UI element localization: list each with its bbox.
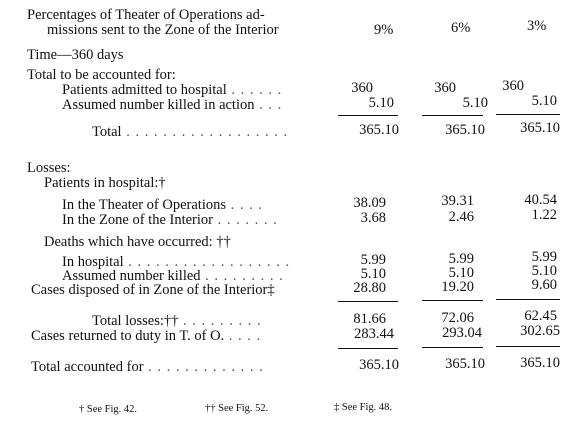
leader-dots: . . . . . . . . . (178, 313, 262, 329)
pct-col-2: 6% (451, 20, 471, 36)
row-total-losses (92, 313, 262, 329)
value-cell: 62.45 (524, 308, 557, 324)
value-cell: 40.54 (524, 192, 557, 208)
value-cell: 38.09 (353, 195, 386, 211)
deaths-heading: Deaths which have occurred: †† (44, 234, 231, 250)
sum-rule (422, 300, 483, 301)
row-label: Cases disposed of in Zone of the Interior‡ (31, 282, 275, 298)
value-cell: 360 (351, 80, 373, 96)
value-cell: 365.10 (359, 122, 399, 138)
value-cell: 28.80 (353, 280, 386, 296)
row-label: Total losses:†† (92, 313, 179, 329)
value-cell: 3.68 (360, 210, 386, 226)
row-label: In hospital (62, 254, 124, 270)
leader-dots: . . . (254, 97, 283, 113)
leader-dots: . . . . (224, 328, 262, 344)
leader-dots: . . . . (226, 197, 264, 213)
value-cell: 39.31 (441, 193, 474, 209)
pct-col-1: 9% (374, 22, 394, 38)
time-label: Time—360 days (27, 47, 124, 63)
sum-rule (338, 115, 398, 116)
value-cell: 5.10 (448, 265, 474, 281)
value-cell: 365.10 (445, 122, 485, 138)
row-label: In the Theater of Operations (62, 197, 227, 213)
value-cell: 365.10 (359, 357, 399, 373)
value-cell: 19.20 (441, 279, 474, 295)
footnote-2: †† See Fig. 52. (205, 403, 269, 414)
total-heading: Total to be accounted for: (27, 67, 176, 83)
row-disposed (31, 282, 275, 298)
value-cell: 283.44 (354, 326, 394, 342)
row-killed-in-action (62, 97, 282, 113)
value-cell: 5.99 (531, 249, 557, 265)
row-label: In the Zone of the Interior (62, 212, 213, 228)
losses-heading: Losses: (27, 160, 71, 176)
footnote-3: ‡ See Fig. 48. (334, 402, 393, 413)
value-cell: 5.99 (448, 251, 474, 267)
row-patients-admitted (62, 82, 282, 98)
value-cell: 293.04 (442, 325, 482, 341)
leader-dots: . . . . . . . . . . . . . (143, 359, 264, 375)
value-cell: 5.10 (531, 263, 557, 279)
value-cell: 365.10 (520, 120, 560, 136)
footnote-1: † See Fig. 42. (79, 404, 138, 415)
value-cell: 81.66 (353, 311, 386, 327)
value-cell: 9.60 (531, 277, 557, 293)
leader-dots: . . . . . . . . . . . . . . . . . . (123, 254, 291, 270)
row-label: Cases returned to duty in T. of O. (31, 328, 225, 344)
sum-rule (338, 301, 398, 302)
sum-rule (338, 348, 398, 349)
leader-dots: . . . . . . (226, 82, 283, 98)
row-label: Total (92, 124, 122, 140)
row-label: Total accounted for (31, 359, 144, 375)
sum-rule (496, 114, 560, 115)
row-total (92, 124, 288, 140)
value-cell: 72.06 (441, 310, 474, 326)
leader-dots: . . . . . . . . . . . . . . . . . . (121, 124, 289, 140)
patients-heading: Patients in hospital:† (44, 175, 166, 191)
leader-dots: . . . . . . . . . (200, 268, 284, 284)
row-label: Assumed number killed in action (62, 97, 255, 113)
row-label: Assumed number killed (62, 268, 201, 284)
row-theater (62, 197, 263, 213)
sum-rule (496, 299, 560, 300)
row-returned (31, 328, 261, 344)
sum-rule (422, 115, 483, 116)
leader-dots: . . . . . . . (212, 212, 278, 228)
header-line-2: missions sent to the Zone of the Interior (47, 22, 279, 38)
value-cell: 302.65 (520, 323, 560, 339)
value-cell: 5.10 (368, 95, 394, 111)
value-cell: 365.10 (445, 356, 485, 372)
value-cell: 5.10 (462, 95, 488, 111)
value-cell: 5.99 (360, 252, 386, 268)
value-cell: 365.10 (520, 355, 560, 371)
sum-rule (422, 347, 483, 348)
value-cell: 360 (502, 78, 524, 94)
pct-col-3: 3% (527, 18, 547, 34)
value-cell: 5.10 (531, 93, 557, 109)
header-line-1: Percentages of Theater of Operations ad- (27, 7, 265, 23)
value-cell: 2.46 (448, 209, 474, 225)
value-cell: 5.10 (360, 266, 386, 282)
value-cell: 360 (434, 80, 456, 96)
row-label: Patients admitted to hospital (62, 82, 227, 98)
sum-rule (496, 346, 560, 347)
row-grand-total (31, 359, 264, 375)
row-zone (62, 212, 278, 228)
value-cell: 1.22 (531, 207, 557, 223)
